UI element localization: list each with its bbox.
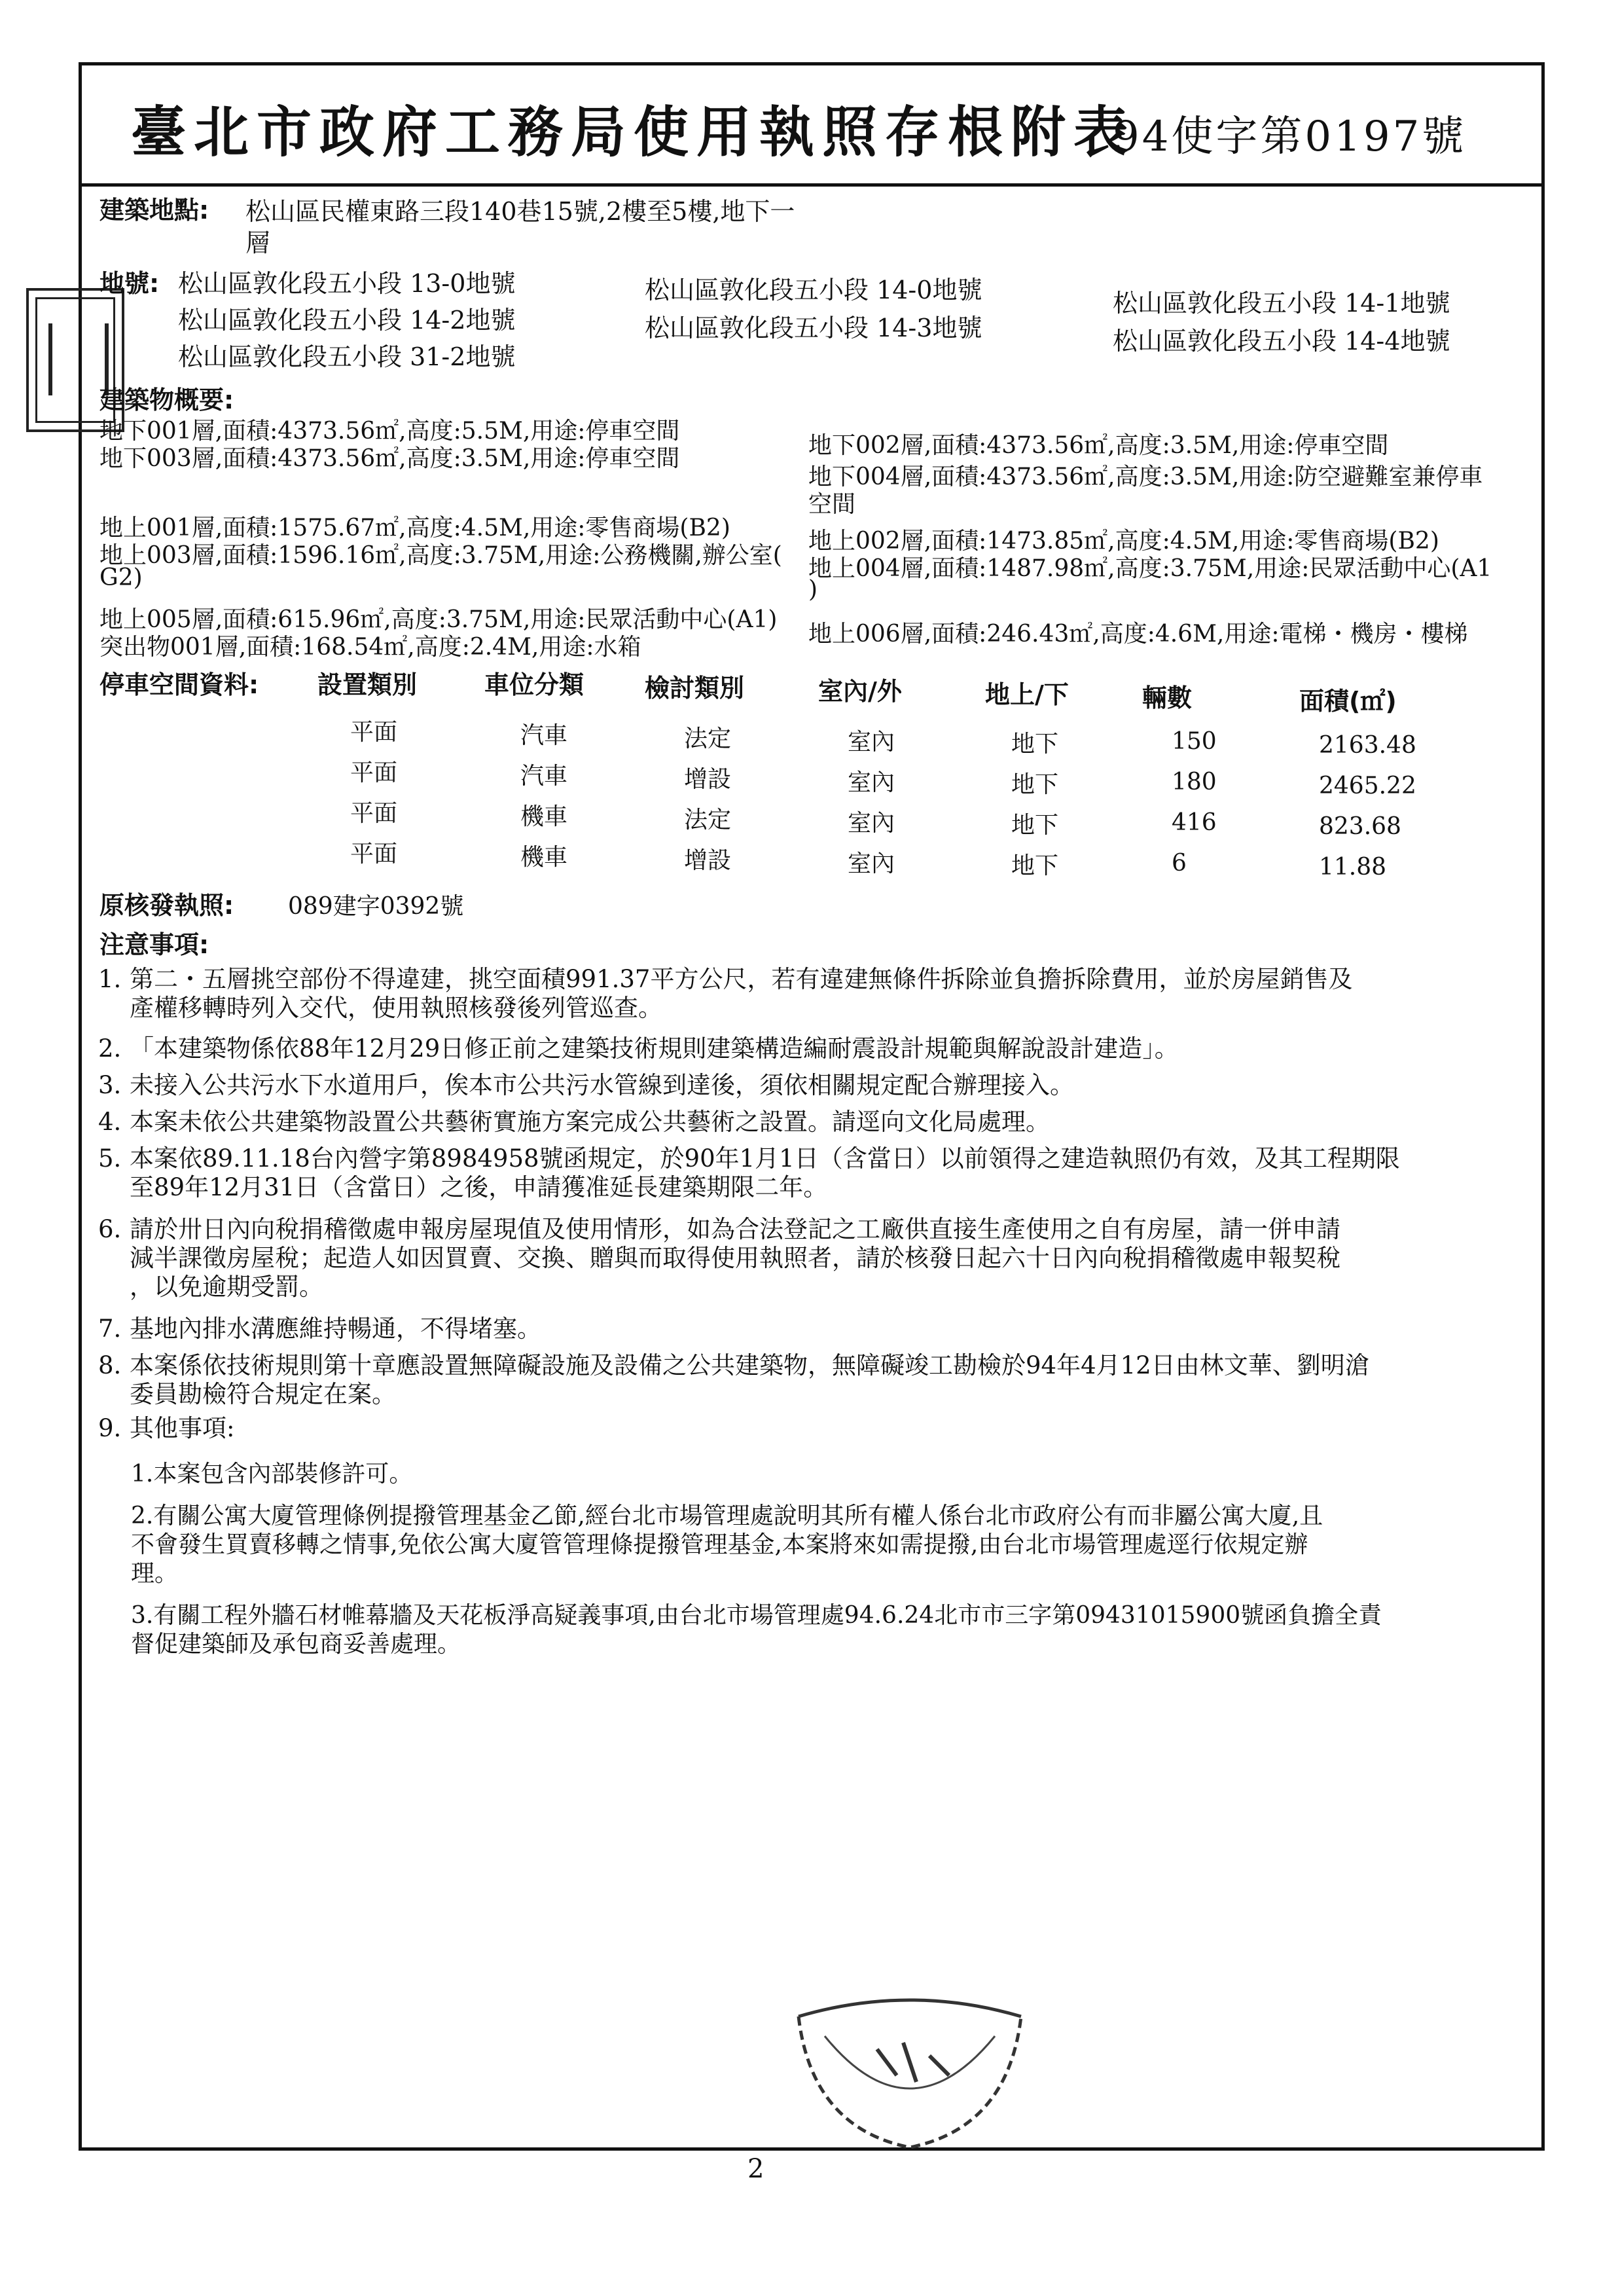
note-text: ，以免逾期受罰。 <box>130 1273 323 1301</box>
parking-cell: 汽車 <box>520 722 568 749</box>
note-text: 至89年12月31日（含當日）之後，申請獲准延長建築期限二年。 <box>130 1173 828 1201</box>
floor-line: 地下002層,面積:4373.56㎡,高度:3.5M,用途:停車空間 <box>808 432 1389 459</box>
note-item <box>98 1215 1505 1302</box>
note-item <box>98 1414 1505 1443</box>
floor-line: 突出物001層,面積:168.54㎡,高度:2.4M,用途:水箱 <box>99 634 641 661</box>
notes-label: 注意事項: <box>99 930 209 959</box>
note-text: 本案未依公共建築物設置公共藝術實施方案完成公共藝術之設置。請逕向文化局處理。 <box>130 1108 1050 1136</box>
parking-cell: 機車 <box>520 844 568 871</box>
site-label: 建築地點: <box>99 196 209 225</box>
site-address-line1: 松山區民權東路三段140巷15號,2樓至5樓,地下一 <box>245 197 795 226</box>
parking-cell: 416 <box>1172 809 1217 836</box>
lot-item: 松山區敦化段五小段 13-0地號 <box>178 269 516 298</box>
original-permit-value: 089建字0392號 <box>288 893 464 920</box>
parking-cell: 2163.48 <box>1319 732 1416 759</box>
note-item <box>98 965 1505 1023</box>
note-text: 未接入公共污水下水道用戶，俟本市公共污水管線到達後，須依相關規定配合辦理接入。 <box>130 1071 1074 1099</box>
other-item: 1.本案包含內部裝修許可。 <box>131 1461 413 1487</box>
note-number: 4. <box>98 1108 122 1136</box>
parking-header: 檢討類別 <box>645 674 745 702</box>
parking-cell: 地下 <box>1011 812 1059 839</box>
note-number: 3. <box>98 1071 122 1099</box>
parking-cell: 室內 <box>848 810 895 837</box>
parking-cell: 地下 <box>1011 771 1059 798</box>
note-number: 2. <box>98 1034 122 1063</box>
parking-cell: 機車 <box>520 803 568 830</box>
note-text: 其他事項: <box>130 1414 235 1442</box>
other-item: 不會發生買賣移轉之情事,免依公寓大廈管管理條提撥管理基金,本案將來如需提撥,由台北市場管理處逕行依規定辦 <box>131 1531 1308 1558</box>
parking-cell: 2465.22 <box>1319 773 1416 799</box>
parking-cell: 平面 <box>350 841 398 867</box>
official-seal-stamp <box>785 1990 1034 2160</box>
floor-line: 地上006層,面積:246.43㎡,高度:4.6M,用途:電梯・機房・樓梯 <box>808 621 1468 647</box>
other-item: 理。 <box>131 1560 179 1587</box>
site-address-line2: 層 <box>245 228 271 257</box>
note-item <box>98 1034 1505 1063</box>
floor-line: 地下004層,面積:4373.56㎡,高度:3.5M,用途:防空避難室兼停車 <box>808 464 1483 490</box>
note-item <box>98 1071 1505 1100</box>
original-permit-label: 原核發執照: <box>99 891 234 920</box>
parking-cell: 180 <box>1172 769 1217 795</box>
note-item <box>98 1144 1505 1202</box>
note-text: 本案係依技術規則第十章應設置無障礙設施及設備之公共建築物，無障礙竣工勘檢於94年4月12日由林文華、劉明滄 <box>130 1351 1369 1379</box>
parking-cell: 150 <box>1172 728 1217 755</box>
floor-line: 地上002層,面積:1473.85㎡,高度:4.5M,用途:零售商場(B2) <box>808 528 1439 555</box>
parking-cell: 法定 <box>684 807 732 833</box>
note-number: 9. <box>98 1414 122 1442</box>
lot-item: 松山區敦化段五小段 14-3地號 <box>645 314 982 342</box>
building-label: 建築物概要: <box>99 386 234 414</box>
parking-cell: 平面 <box>350 719 398 746</box>
parking-cell: 地下 <box>1011 852 1059 879</box>
note-text: 減半課徵房屋稅；起造人如因買賣、交換、贈與而取得使用執照者，請於核發日起六十日內向稅捐稽徵處申報契稅 <box>130 1244 1340 1272</box>
note-text: 「本建築物係依88年12月29日修正前之建築技術規則建築構造編耐震設計規範與解說設計建造」。 <box>130 1034 1179 1063</box>
parking-cell: 823.68 <box>1319 813 1401 840</box>
note-number: 1. <box>98 965 122 993</box>
lot-item: 松山區敦化段五小段 14-2地號 <box>178 306 516 335</box>
document-frame <box>79 62 1545 2151</box>
parking-header: 車位分類 <box>484 670 584 699</box>
parking-cell: 11.88 <box>1319 854 1387 881</box>
floor-line: 地上001層,面積:1575.67㎡,高度:4.5M,用途:零售商場(B2) <box>99 515 730 541</box>
floor-line: 地下003層,面積:4373.56㎡,高度:3.5M,用途:停車空間 <box>99 445 680 472</box>
floor-line: 地上005層,面積:615.96㎡,高度:3.75M,用途:民眾活動中心(A1) <box>99 606 778 633</box>
parking-header: 面積(㎡) <box>1299 687 1397 716</box>
lot-item: 松山區敦化段五小段 31-2地號 <box>178 342 516 371</box>
note-item <box>98 1315 1505 1343</box>
parking-cell: 室內 <box>848 729 895 756</box>
floor-line: ) <box>808 576 818 603</box>
parking-cell: 平面 <box>350 800 398 827</box>
lot-item: 松山區敦化段五小段 14-1地號 <box>1113 289 1450 318</box>
floor-line: 地上003層,面積:1596.16㎡,高度:3.75M,用途:公務機關,辦公室( <box>99 542 782 569</box>
lot-item: 松山區敦化段五小段 14-0地號 <box>645 276 982 304</box>
document-number: 94使字第0197號 <box>1113 113 1467 161</box>
parking-cell: 汽車 <box>520 763 568 790</box>
title-bar <box>79 62 1545 187</box>
parking-header: 輛數 <box>1142 683 1193 712</box>
page-title: 臺北市政府工務局使用執照存根附表 <box>131 100 1137 164</box>
parking-cell: 法定 <box>684 725 732 752</box>
other-item: 督促建築師及承包商妥善處理。 <box>131 1631 461 1658</box>
note-number: 5. <box>98 1144 122 1173</box>
parking-cell: 室內 <box>848 769 895 796</box>
parking-header: 室內/外 <box>818 677 902 706</box>
other-item: 2.有關公寓大廈管理條例提撥管理基金乙節,經台北市場管理處說明其所有權人係台北市政府公有而非屬公寓大廈,且 <box>131 1503 1323 1529</box>
other-item: 3.有關工程外牆石材帷幕牆及天花板淨高疑義事項,由台北市場管理處94.6.24北市市三字第09431015900號函負擔全責 <box>131 1602 1382 1629</box>
parking-cell: 室內 <box>848 850 895 877</box>
lot-item: 松山區敦化段五小段 14-4地號 <box>1113 327 1450 355</box>
note-item <box>98 1108 1505 1137</box>
lot-label: 地號: <box>99 269 160 298</box>
parking-cell: 6 <box>1172 850 1187 877</box>
note-number: 7. <box>98 1315 122 1343</box>
note-text: 請於卅日內向稅捐稽徵處申報房屋現值及使用情形，如為合法登記之工廠供直接生產使用之自有房屋，請一併申請 <box>130 1215 1340 1243</box>
parking-cell: 增設 <box>684 766 732 793</box>
note-item <box>98 1351 1505 1409</box>
note-text: 基地內排水溝應維持暢通，不得堵塞。 <box>130 1315 541 1343</box>
note-number: 8. <box>98 1351 122 1379</box>
page-number: 2 <box>747 2154 764 2184</box>
floor-line: 地上004層,面積:1487.98㎡,高度:3.75M,用途:民眾活動中心(A1 <box>808 555 1492 582</box>
parking-header: 設置類別 <box>317 670 418 699</box>
parking-label: 停車空間資料: <box>99 670 259 699</box>
floor-line: G2) <box>99 564 143 591</box>
parking-header: 地上/下 <box>985 680 1069 709</box>
parking-cell: 地下 <box>1011 731 1059 757</box>
note-text: 第二・五層挑空部份不得違建，挑空面積991.37平方公尺，若有違建無條件拆除並負擔拆除費用，並於房屋銷售及 <box>130 965 1353 993</box>
parking-cell: 平面 <box>350 759 398 786</box>
floor-line: 空間 <box>808 491 856 518</box>
note-text: 委員勘檢符合規定在案。 <box>130 1380 396 1408</box>
floor-line: 地下001層,面積:4373.56㎡,高度:5.5M,用途:停車空間 <box>99 418 680 445</box>
note-text: 本案依89.11.18台內營字第8984958號函規定，於90年1月1日（含當日）以前領得之建造執照仍有效，及其工程期限 <box>130 1144 1400 1173</box>
note-text: 產權移轉時列入交代，使用執照核發後列管巡查。 <box>130 994 662 1022</box>
note-number: 6. <box>98 1215 122 1243</box>
parking-cell: 增設 <box>684 847 732 874</box>
